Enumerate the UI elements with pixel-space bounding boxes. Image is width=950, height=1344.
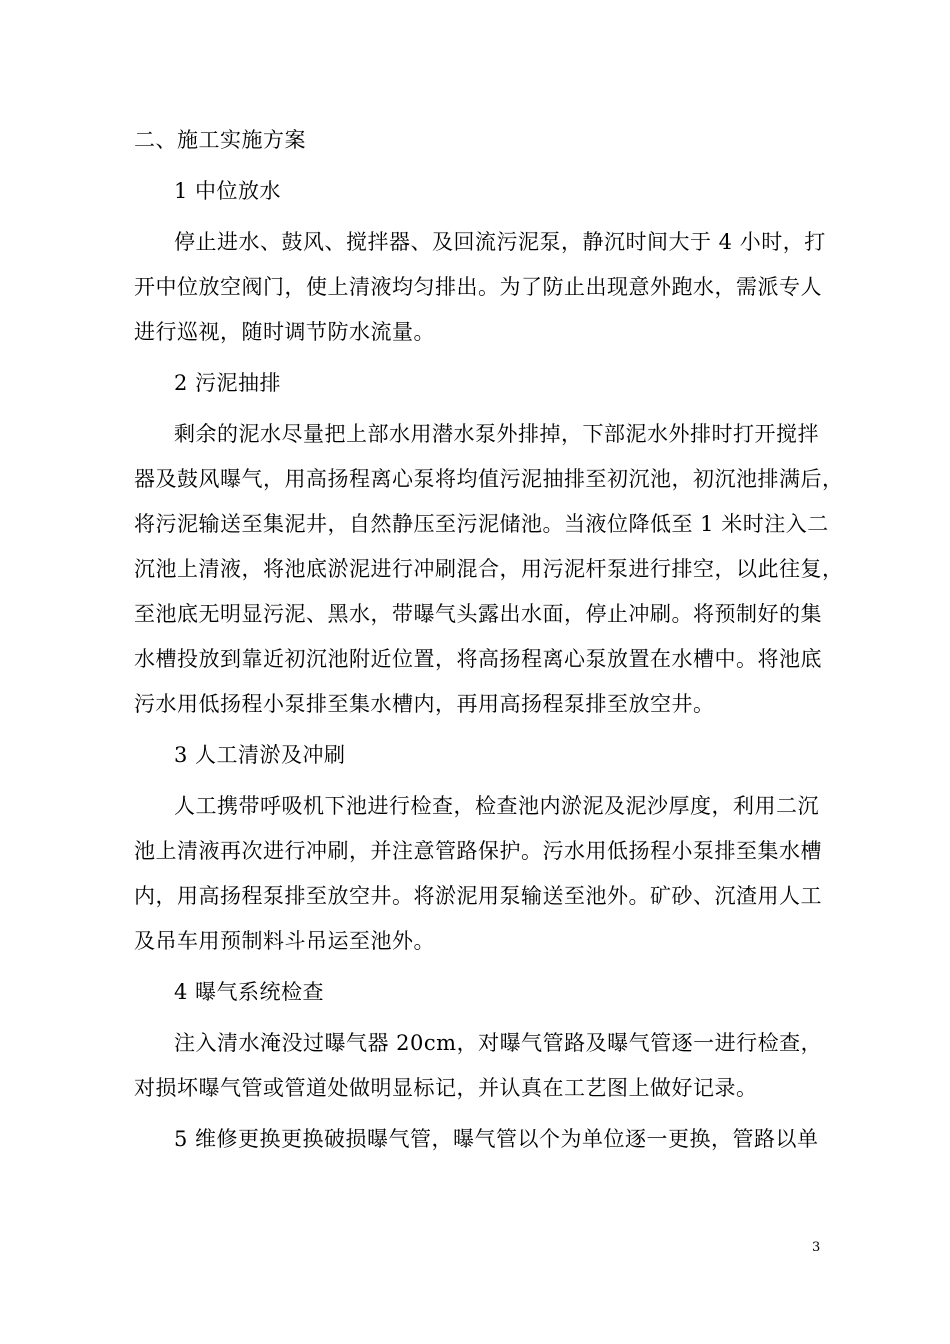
paragraph-line: 5 维修更换更换破损曝气管，曝气管以个为单位逐一更换，管路以单 xyxy=(174,1127,819,1151)
document-body xyxy=(134,118,854,1162)
paragraph-line: 沉池上清液，将池底淤泥进行冲刷混合，用污泥杆泵进行排空，以此往复， xyxy=(134,557,844,581)
paragraph-line: 注入清水淹没过曝气器 20cm，对曝气管路及曝气管逐一进行检查， xyxy=(174,1031,823,1055)
paragraph-line: 池上清液再次进行冲刷，并注意管路保护。污水用低扬程小泵排至集水槽 xyxy=(134,839,822,863)
section-3-title: 3 人工清淤及冲刷 xyxy=(174,743,346,767)
section-2-title: 2 污泥抽排 xyxy=(174,371,282,395)
paragraph-line: 人工携带呼吸机下池进行检查，检查池内淤泥及泥沙厚度，利用二沉 xyxy=(174,794,819,818)
section-4-title: 4 曝气系统检查 xyxy=(174,980,325,1004)
paragraph-line: 开中位放空阀门，使上清液均匀排出。为了防止出现意外跑水，需派专人 xyxy=(134,275,822,299)
paragraph-line: 器及鼓风曝气，用高扬程离心泵将均值污泥抽排至初沉池，初沉池排满后， xyxy=(134,467,844,491)
paragraph-line: 停止进水、鼓风、搅拌器、及回流污泥泵，静沉时间大于 4 小时，打 xyxy=(174,230,826,254)
section-5-paragraph xyxy=(134,1117,854,1162)
paragraph-line: 进行巡视，随时调节防水流量。 xyxy=(134,320,435,344)
paragraph-line: 至池底无明显污泥、黑水，带曝气头露出水面，停止冲刷。将预制好的集 xyxy=(134,602,822,626)
paragraph-line: 水槽投放到靠近初沉池附近位置，将高扬程离心泵放置在水槽中。将池底 xyxy=(134,647,822,671)
paragraph-line: 污水用低扬程小泵排至集水槽内，再用高扬程泵排至放空井。 xyxy=(134,692,715,716)
section-4-paragraph xyxy=(134,1021,854,1111)
section-1-title: 1 中位放水 xyxy=(174,179,282,203)
section-2-paragraph xyxy=(134,412,854,727)
paragraph-line: 及吊车用预制料斗吊运至池外。 xyxy=(134,929,435,953)
section-3-paragraph xyxy=(134,784,854,964)
section-heading: 二、施工实施方案 xyxy=(134,128,306,152)
paragraph-line: 将污泥输送至集泥井，自然静压至污泥储池。当液位降低至 1 米时注入二 xyxy=(134,512,829,536)
page-number: 3 xyxy=(812,1240,821,1255)
paragraph-line: 对损坏曝气管或管道处做明显标记，并认真在工艺图上做好记录。 xyxy=(134,1076,758,1100)
paragraph-line: 内，用高扬程泵排至放空井。将淤泥用泵输送至池外。矿砂、沉渣用人工 xyxy=(134,884,822,908)
section-1-paragraph xyxy=(134,220,854,355)
paragraph-line: 剩余的泥水尽量把上部水用潜水泵外排掉，下部泥水外排时打开搅拌 xyxy=(174,422,819,446)
